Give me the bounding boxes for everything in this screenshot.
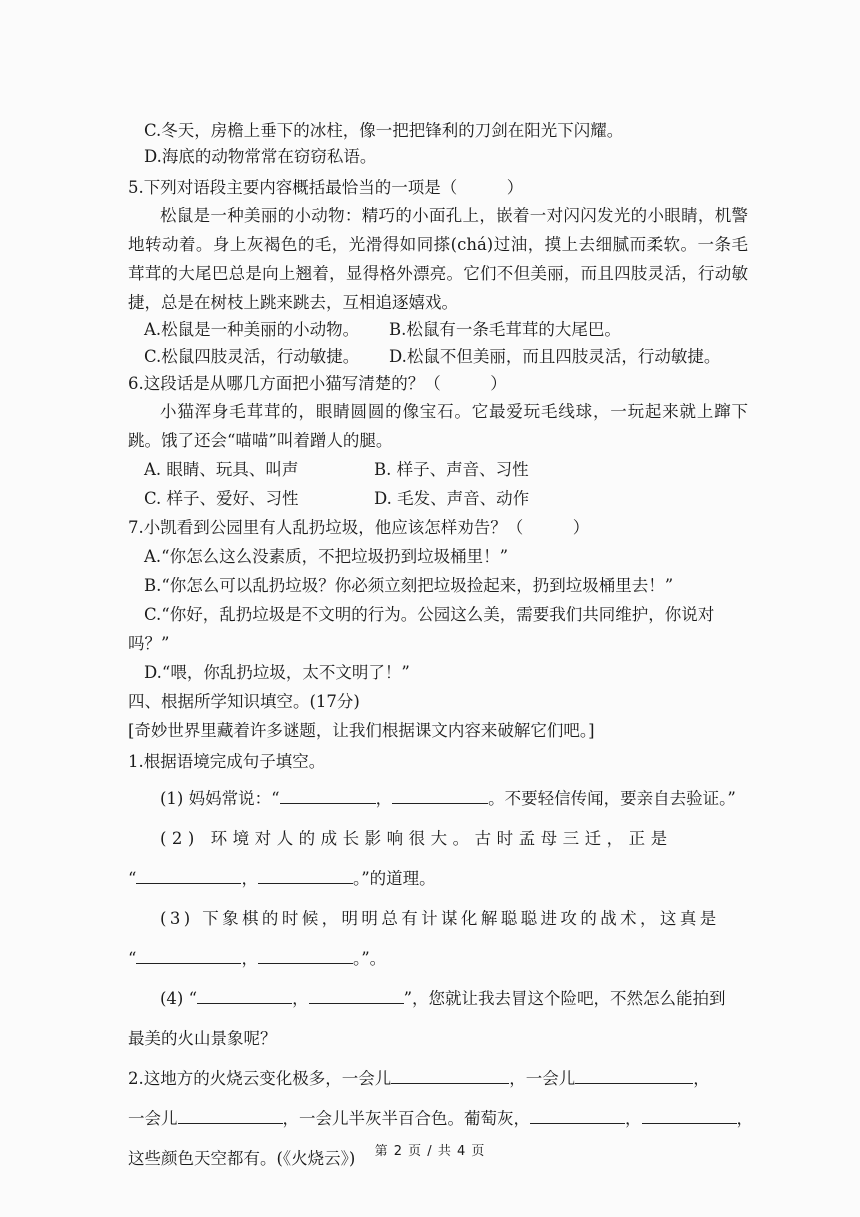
fill-2-text-g: ， bbox=[736, 1108, 753, 1128]
fill-2-text-f: ， bbox=[625, 1108, 642, 1128]
fill-1-2-blanks bbox=[128, 859, 748, 899]
fill-1-3-text-a: (3) 下象棋的时候，明明总有计谋化解聪聪进攻的战术，这真是 bbox=[160, 908, 720, 928]
question-7: 7.小凯看到公园里有人乱扔垃圾，他应该怎样劝告？（ ） bbox=[128, 517, 590, 537]
fill-2-text-a: 2.这地方的火烧云变化极多，一会儿 bbox=[128, 1068, 392, 1088]
fill-1-4-continued: 最美的火山景象呢？ bbox=[128, 1028, 277, 1048]
option-c: C. 样子、爱好、习性 bbox=[144, 488, 299, 508]
answer-blank[interactable] bbox=[280, 785, 376, 804]
question-5: 5.下列对语段主要内容概括最恰当的一项是（ ） bbox=[128, 178, 524, 197]
fill-1-2 bbox=[128, 819, 748, 859]
answer-blank[interactable] bbox=[258, 945, 353, 964]
option-a: A.松鼠是一种美丽的小动物。 bbox=[144, 319, 360, 339]
answer-blank[interactable] bbox=[258, 865, 353, 884]
fill-1-2-text-a: (2) 环境对人的成长影响很大。古时孟母三迁，正是 bbox=[160, 828, 673, 848]
fill-1-3-text-c: ， bbox=[241, 948, 258, 968]
answer-blank[interactable] bbox=[178, 1105, 283, 1124]
fill-question-2-line3: 这些颜色天空都有。(《火烧云》) bbox=[128, 1148, 356, 1168]
fill-1-2-text-b: “ bbox=[128, 868, 137, 888]
fill-question-2-line2 bbox=[128, 1099, 753, 1139]
question-6-options-row1 bbox=[128, 455, 748, 484]
answer-blank[interactable] bbox=[642, 1105, 737, 1124]
fill-1-1-text-a: (1) 妈妈常说：“ bbox=[160, 788, 280, 808]
option-d: D.“喂，你乱扔垃圾，太不文明了！” bbox=[144, 662, 410, 682]
fill-1-3-text-b: “ bbox=[128, 948, 137, 968]
fill-1-3-blanks bbox=[128, 939, 748, 979]
answer-blank[interactable] bbox=[136, 865, 241, 884]
fill-2-text-d: 一会儿 bbox=[128, 1108, 178, 1128]
option-c: C.松鼠四肢灵活，行动敏捷。 bbox=[144, 347, 360, 366]
option-d-sea: D.海底的动物常常在窃窃私语。 bbox=[144, 146, 377, 166]
fill-1-4-text-a: (4) “ bbox=[160, 988, 198, 1008]
fill-2-text-b: ，一会儿 bbox=[509, 1068, 576, 1088]
fill-question-2 bbox=[128, 1059, 748, 1099]
question-5-passage: 松鼠是一种美丽的小动物：精巧的小面孔上，嵌着一对闪闪发光的小眼睛，机警地转动着。身上灰褐色的毛，光滑得如同搽(chá)过油，摸上去细腻而柔软。一条毛茸茸的大尾巴总是向上翘着，显得格外漂亮。它们不但美丽，而且四肢灵活，行动敏捷，总是在树枝上跳来跳去，互相追逐嬉戏。 bbox=[128, 205, 748, 312]
question-5-options-row1 bbox=[128, 317, 748, 343]
fill-question-1: 1.根据语境完成句子填空。 bbox=[128, 751, 326, 771]
option-a: A. 眼睛、玩具、叫声 bbox=[144, 459, 299, 479]
section-4-note: [奇妙世界里藏着许多谜题，让我们根据课文内容来破解它们吧。] bbox=[128, 720, 595, 740]
option-c: C.“你好，乱扔垃圾是不文明的行为。公园这么美，需要我们共同维护，你说对 bbox=[144, 604, 715, 624]
fill-1-1-text-c: 。不要轻信传闻，要亲自去验证。” bbox=[488, 788, 736, 808]
fill-1-2-text-c: ， bbox=[241, 868, 258, 888]
answer-blank[interactable] bbox=[530, 1105, 625, 1124]
option-c-continued: 吗？” bbox=[128, 633, 170, 653]
option-b: B.松鼠有一条毛茸茸的大尾巴。 bbox=[389, 319, 621, 339]
fill-1-1-text-b: ， bbox=[375, 788, 393, 808]
question-6-passage: 小猫浑身毛茸茸的，眼睛圆圆的像宝石。它最爱玩毛线球，一玩起来就上蹿下跳。饿了还会“喵喵”叫着蹭人的腿。 bbox=[128, 401, 748, 450]
option-a: A.“你怎么这么没素质，不把垃圾扔到垃圾桶里！” bbox=[144, 546, 509, 566]
option-b: B. 样子、声音、习性 bbox=[374, 459, 529, 479]
fill-1-4 bbox=[128, 979, 748, 1019]
fill-1-4-text-b: ， bbox=[292, 988, 309, 1008]
answer-blank[interactable] bbox=[391, 1065, 509, 1084]
answer-blank[interactable] bbox=[309, 985, 404, 1004]
fill-2-text-e: ，一会儿半灰半百合色。葡萄灰， bbox=[282, 1108, 530, 1128]
option-d: D.松鼠不但美丽，而且四肢灵活，行动敏捷。 bbox=[389, 347, 721, 366]
question-6: 6.这段话是从哪几方面把小猫写清楚的？（ ） bbox=[128, 374, 507, 393]
answer-blank[interactable] bbox=[575, 1065, 693, 1084]
page-footer: 第 2 页 / 共 4 页 bbox=[374, 1144, 486, 1159]
fill-1-1 bbox=[128, 779, 748, 819]
fill-1-2-text-d: 。”的道理。 bbox=[352, 868, 436, 888]
question-5-options-row2 bbox=[128, 342, 748, 371]
exam-content bbox=[128, 118, 753, 1179]
question-6-options-row2 bbox=[128, 484, 748, 513]
answer-blank[interactable] bbox=[392, 785, 488, 804]
option-c-winter: C.冬天，房檐上垂下的冰柱，像一把把锋利的刀剑在阳光下闪耀。 bbox=[144, 121, 624, 140]
answer-blank[interactable] bbox=[136, 945, 241, 964]
fill-2-text-c: ， bbox=[693, 1068, 710, 1088]
answer-blank[interactable] bbox=[197, 985, 292, 1004]
section-4-heading: 四、根据所学知识填空。(17分) bbox=[128, 691, 360, 711]
fill-1-3-text-d: 。”。 bbox=[352, 948, 387, 968]
fill-1-3 bbox=[128, 899, 748, 939]
fill-1-4-text-c: ”，您就让我去冒这个险吧，不然怎么能拍到 bbox=[403, 988, 726, 1008]
option-b: B.“你怎么可以乱扔垃圾？你必须立刻把垃圾捡起来，扔到垃圾桶里去！” bbox=[144, 575, 674, 595]
option-d: D. 毛发、声音、动作 bbox=[374, 488, 530, 508]
